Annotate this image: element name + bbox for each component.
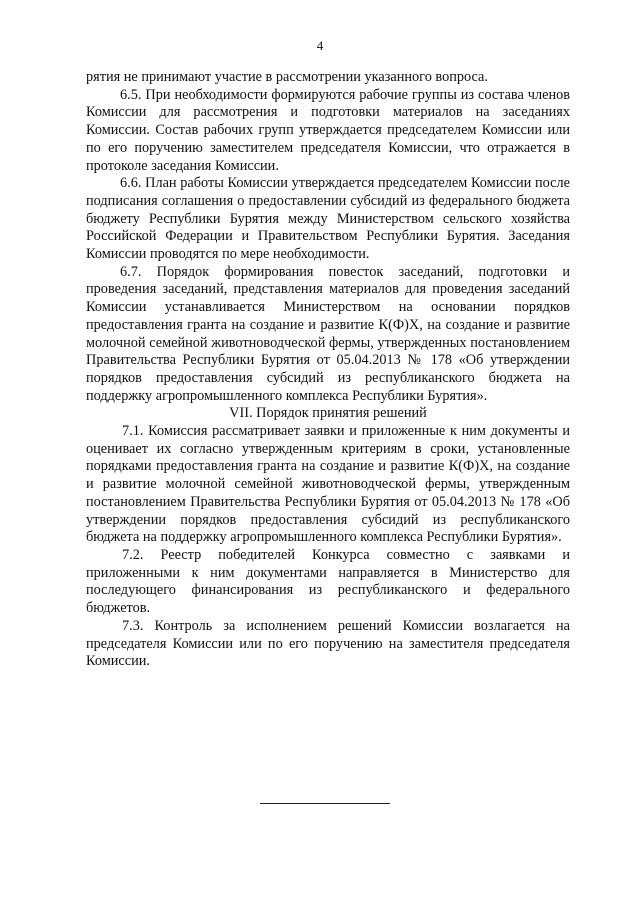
paragraph-7-1: 7.1. Комиссия рассматривает заявки и приложенные к ним документы и оценивает их согласно утвержденным критериям в сроки, установленные порядками предоставления гранта на создание и развитие К(Ф)Х, на создание и развитие молочной семейной животноводческой фермы, утвержденным постановлением Правительства Республики Бурятия от 05.04.2013 № 178 «Об утверждении порядков предоставления субсидий из республиканского бюджета на поддержку агропромышленного комплекса Республики Бурятия». — [86, 423, 570, 546]
paragraph-6-5: 6.5. При необходимости формируются рабочие группы из состава членов Комиссии для рассмотрения и подготовки материалов на заседаниях Комиссии. Состав рабочих групп утверждается председателем Комиссии или по его поручению заместителем председателя Комиссии, что отражается в протоколе заседания Комиссии. — [86, 86, 570, 174]
paragraph-6-6: 6.6. План работы Комиссии утверждается председателем Комиссии после подписания соглашения о предоставлении субсидий из федерального бюджета бюджету Республики Бурятия между Министерством сельского хозяйства Российской Федерации и Правительством Республики Бурятия. Заседания Комиссии проводятся по мере необходимости. — [86, 175, 570, 263]
paragraph-7-2: 7.2. Реестр победителей Конкурса совместно с заявками и приложенными к ним документами направляется в Министерство для последующего финансирования из республиканского и федерального бюджетов. — [86, 546, 570, 617]
page-number: 4 — [316, 38, 324, 53]
end-of-document-rule — [260, 803, 390, 804]
paragraph-6-7: 6.7. Порядок формирования повесток заседаний, подготовки и проведения заседаний, представления материалов для проведения заседаний Комиссии устанавливается Министерством на основании порядков предоставления гранта на создание и развитие К(Ф)Х, на создание и развитие молочной семейной животноводческой фермы, утвержденных постановлением Правительства Республики Бурятия от 05.04.2013 № 178 «Об утверждении порядков предоставления субсидий из республиканского бюджета на поддержку агропромышленного комплекса Республики Бурятия». — [86, 263, 570, 404]
section-7-heading: VII. Порядок принятия решений — [229, 405, 427, 422]
paragraph-continuation: рятия не принимают участие в рассмотрении указанного вопроса. — [86, 69, 488, 85]
paragraph-7-3: 7.3. Контроль за исполнением решений Комиссии возлагается на председателя Комиссии или по его поручению на заместителя председателя Комиссии. — [86, 617, 570, 670]
document-body — [86, 69, 570, 671]
